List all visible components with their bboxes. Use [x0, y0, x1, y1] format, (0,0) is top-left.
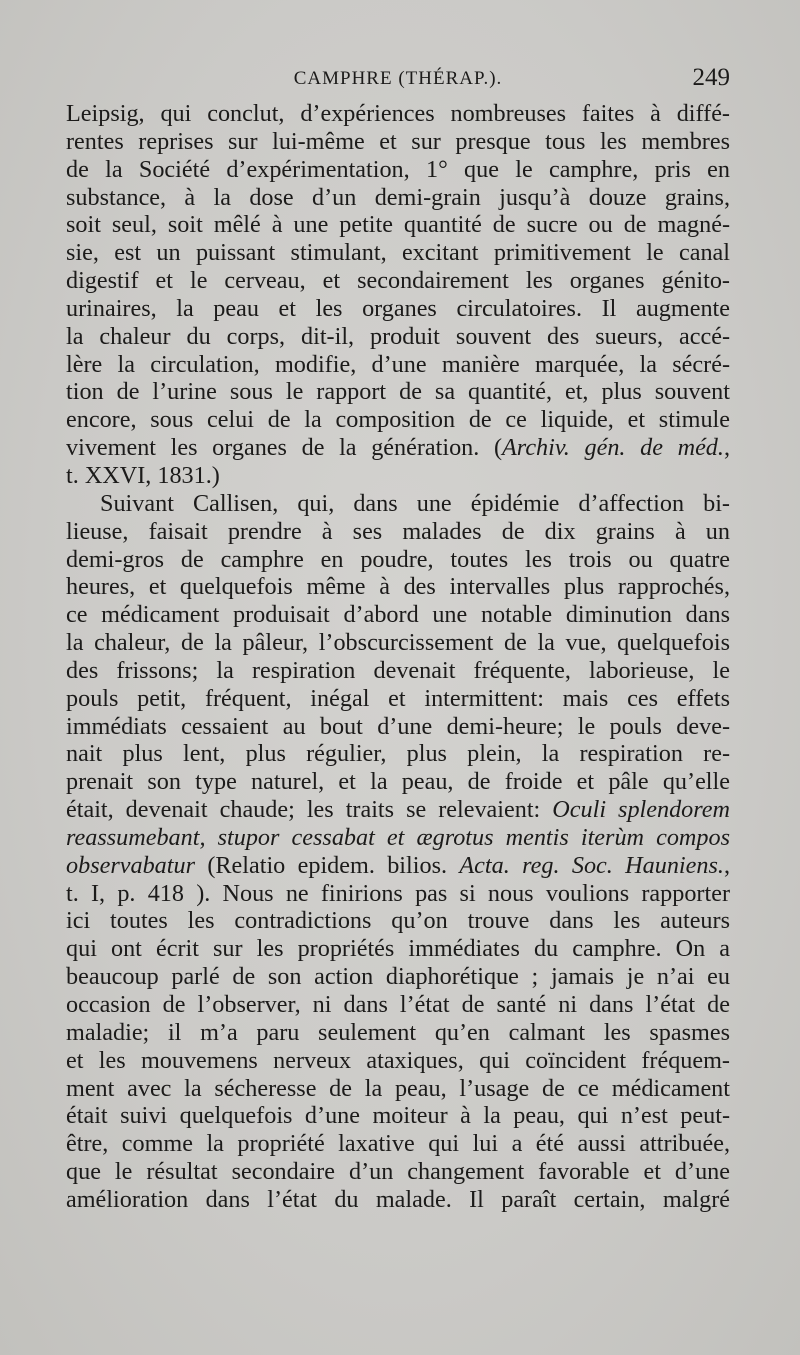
text-line: lieuse, faisait prendre à ses malades de dix grains à un [66, 517, 730, 545]
text-line [66, 796, 730, 824]
running-head [66, 64, 730, 94]
text-line: amélioration dans l’état du malade. Il paraît certain, malgré [66, 1185, 730, 1213]
italic-citation: reassumebant, stupor cessabat et ægrotus mentis iterùm compos [66, 823, 730, 851]
text-line: Suivant Callisen, qui, dans une épidémie d’affection bi- [100, 489, 730, 517]
text-line: ici toutes les contradictions qu’on trouve dans les auteurs [66, 907, 730, 935]
text-line: sie, est un puissant stimulant, excitant primitivement le canal [66, 239, 730, 267]
text-line: beaucoup parlé de son action diaphorétique ; jamais je n’ai eu [66, 963, 730, 991]
text-line: prenait son type naturel, et la peau, de froide et pâle qu’elle [66, 768, 730, 796]
text-line: de la Société d’expérimentation, 1° que le camphre, pris en [66, 155, 730, 183]
page-number: 249 [692, 64, 730, 91]
text-run: était, devenait chaude; les traits se relevaient: [66, 796, 553, 824]
text-line: soit seul, soit mêlé à une petite quantité de sucre ou de magné- [66, 211, 730, 239]
running-title: CAMPHRE (THÉRAP.). [293, 68, 503, 89]
italic-citation: Archiv. gén. de méd. [502, 434, 724, 462]
text-line: immédiats cessaient au bout d’une demi-heure; le pouls deve- [66, 712, 730, 740]
text-line: demi-gros de camphre en poudre, toutes les trois ou quatre [66, 545, 730, 573]
text-line: nait plus lent, plus régulier, plus plein, la respiration re- [66, 740, 730, 768]
text-line [66, 824, 730, 852]
text-line: digestif et le cerveau, et secondairement les organes génito- [66, 267, 730, 295]
italic-citation: Acta. reg. Soc. Hauniens. [459, 851, 724, 879]
text-line: occasion de l’observer, ni dans l’état de santé ni dans l’état de [66, 991, 730, 1018]
text-run: , [723, 434, 730, 462]
text-line: tion de l’urine sous le rapport de sa quantité, et, plus souvent [66, 378, 730, 406]
italic-citation: Oculi splendorem [552, 796, 730, 824]
text-line: la chaleur, de la pâleur, l’obscurcissement de la vue, quelquefois [66, 629, 730, 657]
text-line: substance, à la dose d’un demi-grain jusqu’à douze grains, [66, 183, 730, 211]
text-line: des frissons; la respiration devenait fréquente, laborieuse, le [66, 656, 730, 684]
text-line: t. XXVI, 1831.) [66, 461, 220, 489]
text-line: était suivi quelquefois d’une moiteur à la peau, qui n’est peut- [66, 1102, 730, 1130]
text-line: rentes reprises sur lui-même et sur presque tous les membres [66, 127, 730, 155]
text-run: , [723, 851, 730, 879]
text-run: vivement les organes de la génération. ( [66, 434, 503, 462]
text-line: maladie; il m’a paru seulement qu’en calmant les spasmes [66, 1018, 730, 1046]
text-line [66, 852, 730, 880]
text-line: pouls petit, fréquent, inégal et intermittent: mais ces effets [66, 684, 730, 712]
body-text [66, 100, 730, 1214]
text-line: ce médicament produisait d’abord une notable diminution dans [66, 601, 730, 629]
text-line: heures, et quelquefois même à des intervalles plus rapprochés, [66, 573, 730, 601]
text-line: que le résultat secondaire d’un changement favorable et d’une [66, 1158, 730, 1186]
text-line: être, comme la propriété laxative qui lui a été aussi attribuée, [66, 1130, 730, 1158]
text-line [66, 434, 730, 462]
text-line: la chaleur du corps, dit-il, produit souvent des sueurs, accé- [66, 322, 730, 350]
text-line: ment avec la sécheresse de la peau, l’usage de ce médicament [66, 1074, 730, 1102]
text-line: et les mouvemens nerveux ataxiques, qui coïncident fréquem- [66, 1046, 730, 1074]
text-run: (Relatio epidem. bilios. [195, 851, 460, 879]
italic-citation: observabatur [66, 851, 195, 879]
text-line: lère la circulation, modifie, d’une manière marquée, la sécré- [66, 350, 730, 378]
text-line: Leipsig, qui conclut, d’expériences nombreuses faites à diffé- [66, 100, 730, 127]
text-line: urinaires, la peau et les organes circulatoires. Il augmente [66, 294, 730, 322]
text-line: t. I, p. 418 ). Nous ne finirions pas si nous voulions rapporter [66, 879, 730, 907]
text-line: qui ont écrit sur les propriétés immédiates du camphre. On a [66, 935, 730, 963]
text-line: encore, sous celui de la composition de ce liquide, et stimule [66, 406, 730, 434]
